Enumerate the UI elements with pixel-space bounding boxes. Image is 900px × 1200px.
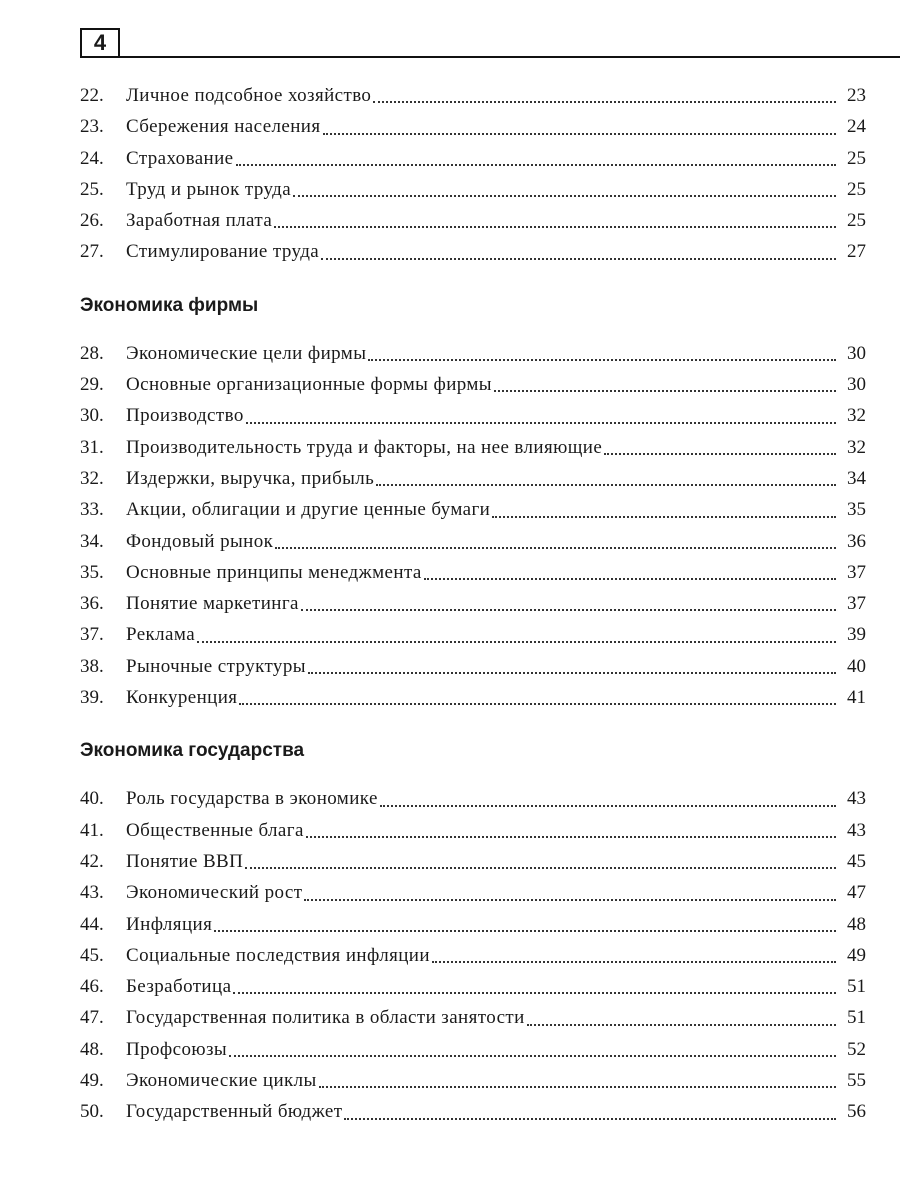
toc-entry bbox=[80, 619, 866, 650]
entry-title: Социальные последствия инфляции bbox=[126, 944, 430, 966]
toc-section bbox=[80, 80, 866, 268]
dot-leader bbox=[239, 682, 836, 713]
toc-entry bbox=[80, 940, 866, 971]
entry-page-number: 52 bbox=[847, 1038, 866, 1060]
entry-number: 30. bbox=[80, 405, 104, 427]
dot-leader bbox=[492, 494, 836, 525]
dot-leader bbox=[197, 619, 836, 650]
toc-entry bbox=[80, 369, 866, 400]
toc-entry bbox=[80, 1065, 866, 1096]
page-number: 4 bbox=[80, 28, 120, 58]
entry-title: Понятие маркетинга bbox=[126, 593, 299, 615]
toc-entry bbox=[80, 1034, 866, 1065]
toc-entry bbox=[80, 557, 866, 588]
dot-leader bbox=[494, 369, 836, 400]
entry-page-number: 45 bbox=[847, 850, 866, 872]
toc-entry bbox=[80, 432, 866, 463]
toc-entry bbox=[80, 815, 866, 846]
toc-entry bbox=[80, 877, 866, 908]
entry-page-number: 32 bbox=[847, 405, 866, 427]
entry-title: Основные организационные формы фирмы bbox=[126, 374, 492, 396]
entry-title: Экономический рост bbox=[126, 882, 303, 904]
entry-title: Акции, облигации и другие ценные бумаги bbox=[126, 499, 491, 521]
entry-title: Основные принципы менеджмента bbox=[126, 561, 422, 583]
entry-title: Государственный бюджет bbox=[126, 1101, 343, 1123]
entry-page-number: 25 bbox=[847, 178, 866, 200]
dot-leader bbox=[275, 526, 836, 557]
entry-number: 33. bbox=[80, 499, 104, 521]
entry-number: 24. bbox=[80, 147, 104, 169]
toc-entry bbox=[80, 682, 866, 713]
entry-title: Конкуренция bbox=[126, 687, 238, 709]
toc-entry bbox=[80, 111, 866, 142]
entry-title: Личное подсобное хозяйство bbox=[126, 85, 372, 106]
entry-number: 35. bbox=[80, 561, 104, 583]
dot-leader bbox=[424, 557, 836, 588]
entry-number: 37. bbox=[80, 624, 104, 646]
dot-leader bbox=[380, 783, 836, 814]
header-rule bbox=[120, 56, 900, 58]
entry-title: Реклама bbox=[126, 624, 196, 646]
toc-entry bbox=[80, 971, 866, 1002]
dot-leader bbox=[233, 971, 836, 1002]
entry-number: 41. bbox=[80, 819, 104, 841]
entry-number: 38. bbox=[80, 655, 104, 677]
dot-leader bbox=[432, 940, 836, 971]
entry-title: Стимулирование труда bbox=[126, 241, 320, 263]
dot-leader bbox=[214, 909, 836, 940]
entry-title: Экономические цели фирмы bbox=[126, 342, 367, 364]
toc-entry bbox=[80, 909, 866, 940]
entry-title: Профсоюзы bbox=[126, 1038, 228, 1060]
toc-entry-list bbox=[80, 80, 866, 268]
dot-leader bbox=[301, 588, 836, 619]
entry-title: Издержки, выручка, прибыль bbox=[126, 467, 375, 489]
entry-page-number: 51 bbox=[847, 1007, 866, 1029]
toc-entry bbox=[80, 588, 866, 619]
entry-number: 26. bbox=[80, 210, 104, 232]
entry-number: 34. bbox=[80, 530, 104, 552]
entry-number: 23. bbox=[80, 116, 104, 138]
entry-title: Рыночные структуры bbox=[126, 655, 306, 677]
toc-entry bbox=[80, 846, 866, 877]
entry-number: 25. bbox=[80, 178, 104, 200]
entry-title: Общественные блага bbox=[126, 819, 304, 841]
entry-page-number: 41 bbox=[847, 687, 866, 709]
entry-number: 31. bbox=[80, 436, 104, 458]
entry-number: 44. bbox=[80, 913, 104, 935]
page-header bbox=[80, 28, 900, 58]
entry-number: 47. bbox=[80, 1007, 104, 1029]
entry-page-number: 27 bbox=[847, 241, 866, 263]
toc-section bbox=[80, 735, 866, 1127]
entry-title: Государственная политика в области занятости bbox=[126, 1007, 525, 1029]
section-title: Экономика государства bbox=[80, 740, 305, 762]
entry-page-number: 55 bbox=[847, 1070, 866, 1092]
dot-leader bbox=[306, 815, 836, 846]
entry-number: 36. bbox=[80, 593, 104, 615]
entry-page-number: 23 bbox=[847, 85, 866, 106]
entry-page-number: 43 bbox=[847, 788, 866, 810]
dot-leader bbox=[344, 1096, 836, 1127]
toc-entry bbox=[80, 463, 866, 494]
toc-section bbox=[80, 290, 866, 714]
dot-leader bbox=[376, 463, 836, 494]
entry-page-number: 25 bbox=[847, 210, 866, 232]
dot-leader bbox=[321, 236, 836, 267]
entry-page-number: 30 bbox=[847, 374, 866, 396]
toc-entry bbox=[80, 80, 866, 111]
entry-number: 39. bbox=[80, 687, 104, 709]
entry-number: 43. bbox=[80, 882, 104, 904]
entry-title: Роль государства в экономике bbox=[126, 788, 378, 810]
entry-number: 29. bbox=[80, 374, 104, 396]
dot-leader bbox=[229, 1034, 836, 1065]
entry-number: 27. bbox=[80, 241, 104, 263]
dot-leader bbox=[274, 205, 836, 236]
dot-leader bbox=[304, 877, 836, 908]
entry-title: Безработица bbox=[126, 976, 232, 998]
entry-page-number: 36 bbox=[847, 530, 866, 552]
entry-title: Производство bbox=[126, 405, 244, 427]
dot-leader bbox=[293, 174, 836, 205]
entry-page-number: 47 bbox=[847, 882, 866, 904]
entry-title: Труд и рынок труда bbox=[126, 178, 292, 200]
toc-entry bbox=[80, 651, 866, 682]
entry-number: 42. bbox=[80, 850, 104, 872]
entry-title: Фондовый рынок bbox=[126, 530, 274, 552]
entry-title: Экономические циклы bbox=[126, 1070, 317, 1092]
entry-number: 46. bbox=[80, 976, 104, 998]
dot-leader bbox=[308, 651, 836, 682]
entry-page-number: 37 bbox=[847, 593, 866, 615]
entry-page-number: 49 bbox=[847, 944, 866, 966]
entry-number: 45. bbox=[80, 944, 104, 966]
dot-leader bbox=[236, 143, 837, 174]
toc-entry bbox=[80, 174, 866, 205]
entry-page-number: 32 bbox=[847, 436, 866, 458]
entry-page-number: 56 bbox=[847, 1101, 866, 1123]
toc-entry bbox=[80, 236, 866, 267]
toc-entry bbox=[80, 494, 866, 525]
toc-entry-list bbox=[80, 338, 866, 714]
section-title: Экономика фирмы bbox=[80, 294, 259, 316]
entry-title: Страхование bbox=[126, 147, 234, 169]
entry-number: 50. bbox=[80, 1101, 104, 1123]
entry-page-number: 24 bbox=[847, 116, 866, 138]
dot-leader bbox=[323, 111, 836, 142]
entry-page-number: 40 bbox=[847, 655, 866, 677]
toc-entry bbox=[80, 1002, 866, 1033]
toc-entry bbox=[80, 783, 866, 814]
entry-number: 22. bbox=[80, 85, 104, 106]
entry-page-number: 51 bbox=[847, 976, 866, 998]
dot-leader bbox=[246, 400, 836, 431]
entry-number: 40. bbox=[80, 788, 104, 810]
entry-page-number: 43 bbox=[847, 819, 866, 841]
entry-number: 48. bbox=[80, 1038, 104, 1060]
toc-entry bbox=[80, 205, 866, 236]
entry-page-number: 48 bbox=[847, 913, 866, 935]
dot-leader bbox=[368, 338, 836, 369]
entry-page-number: 34 bbox=[847, 467, 866, 489]
toc-entry-list bbox=[80, 783, 866, 1127]
entry-page-number: 30 bbox=[847, 342, 866, 364]
toc-entry bbox=[80, 526, 866, 557]
dot-leader bbox=[373, 80, 836, 111]
entry-page-number: 39 bbox=[847, 624, 866, 646]
dot-leader bbox=[527, 1002, 836, 1033]
entry-title: Заработная плата bbox=[126, 210, 273, 232]
entry-number: 49. bbox=[80, 1070, 104, 1092]
entry-page-number: 25 bbox=[847, 147, 866, 169]
toc-entry bbox=[80, 1096, 866, 1127]
entry-title: Производительность труда и факторы, на нее влияющие bbox=[126, 436, 603, 458]
entry-number: 28. bbox=[80, 342, 104, 364]
entry-page-number: 35 bbox=[847, 499, 866, 521]
dot-leader bbox=[319, 1065, 836, 1096]
entry-title: Понятие ВВП bbox=[126, 850, 244, 872]
toc-entry bbox=[80, 400, 866, 431]
entry-title: Инфляция bbox=[126, 913, 213, 935]
entry-page-number: 37 bbox=[847, 561, 866, 583]
table-of-contents bbox=[80, 80, 866, 1128]
toc-entry bbox=[80, 143, 866, 174]
entry-title: Сбережения населения bbox=[126, 116, 321, 138]
entry-number: 32. bbox=[80, 467, 104, 489]
dot-leader bbox=[604, 432, 836, 463]
toc-entry bbox=[80, 338, 866, 369]
dot-leader bbox=[245, 846, 836, 877]
